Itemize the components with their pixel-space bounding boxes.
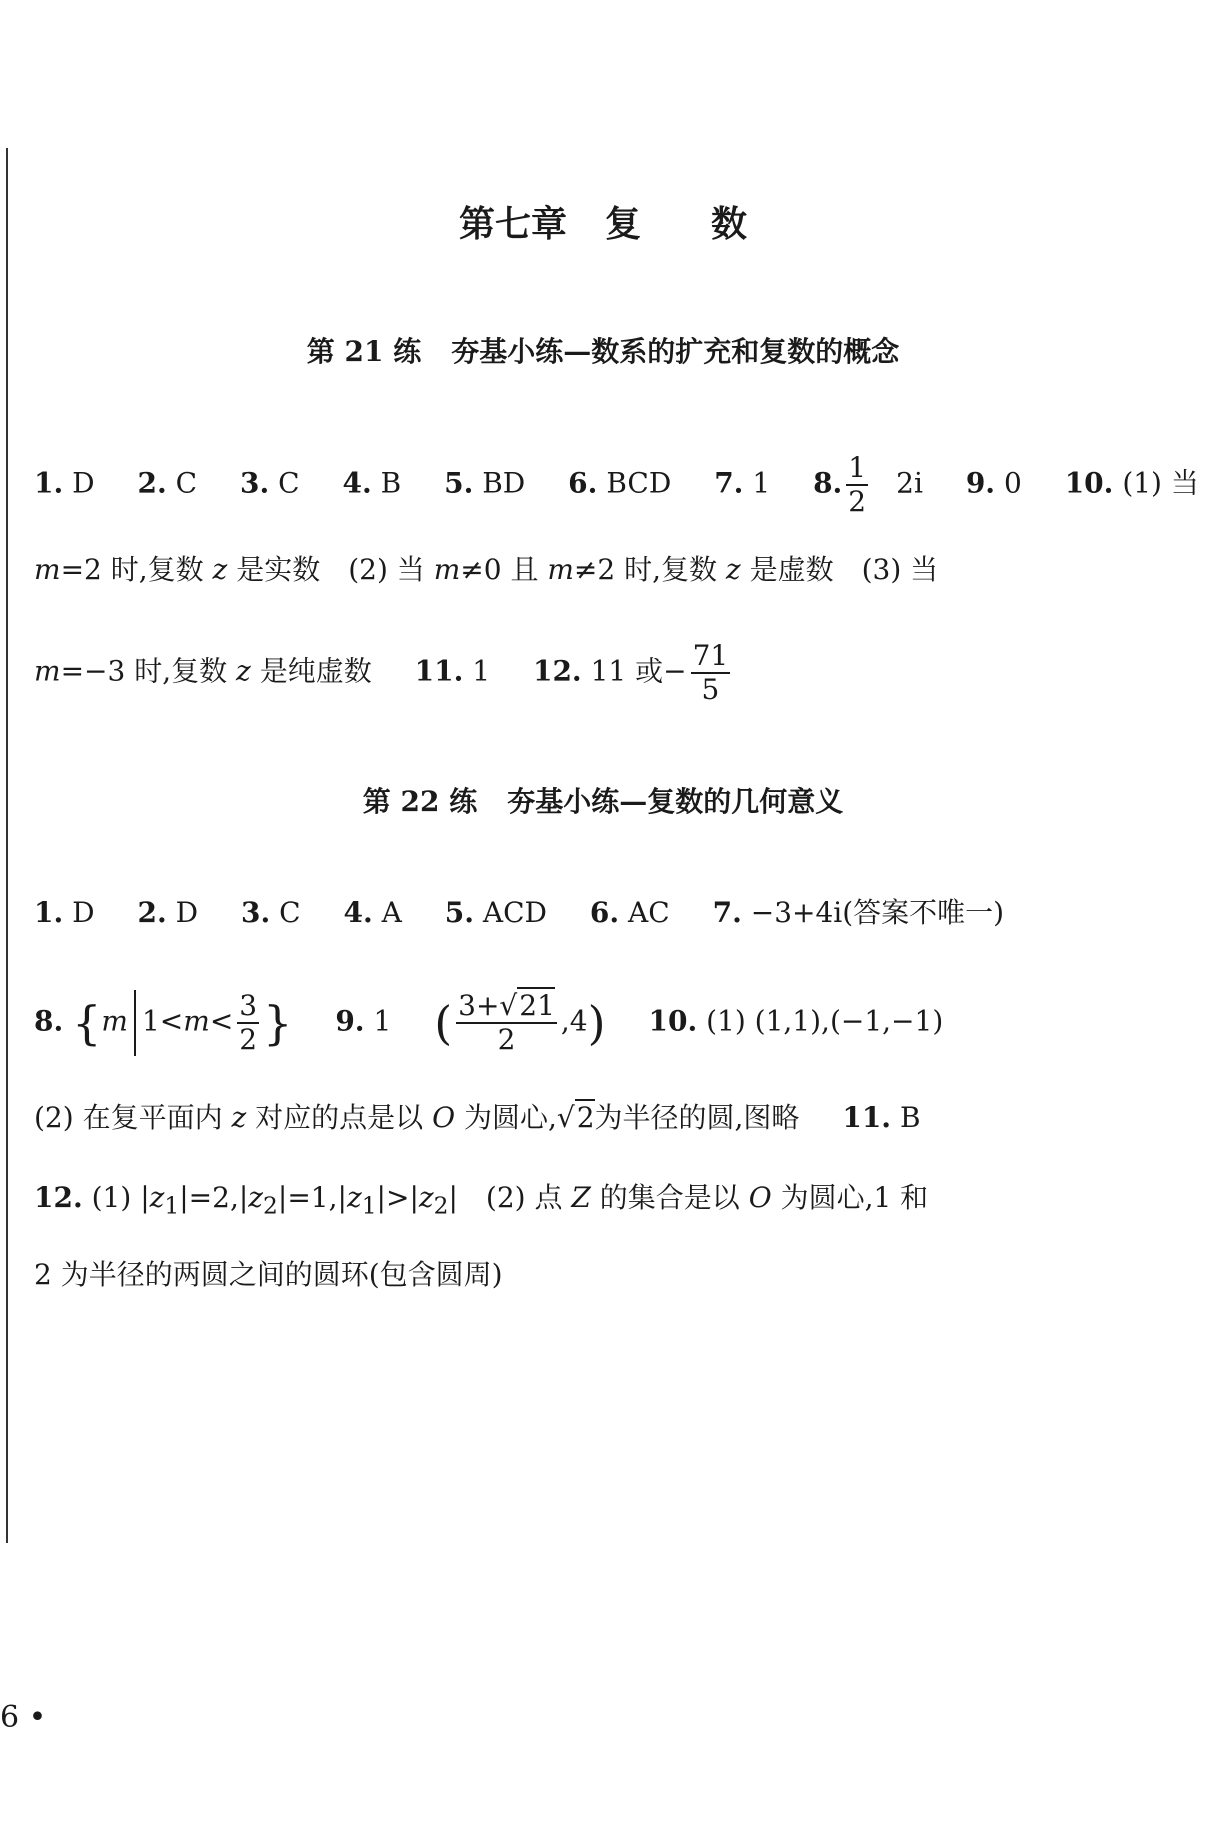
text-s22_l4-t2: |=2,|	[179, 1181, 249, 1214]
text-s21_l2-t3: ≠0 且	[460, 553, 539, 586]
text-s22_l2-fn: 3	[239, 989, 258, 1022]
text-s21_l1-a8b: 2i	[896, 466, 923, 500]
text-s22_l1-a6: AC	[628, 896, 670, 929]
text-s22_l2-lb: {	[72, 996, 102, 1050]
text-s21_l3-fd: 5	[701, 673, 720, 706]
text-s22_l2-n10: 10.	[648, 1004, 698, 1038]
text-s21_l3-t2: 是纯虚数	[259, 654, 372, 688]
text-s22_l3-a11: B	[899, 1101, 921, 1134]
text-s21_l1-a9: 0	[1003, 466, 1022, 500]
text-s22_l3-t3: 为圆心,	[463, 1101, 557, 1134]
text-s22_l2-lt: <	[209, 1004, 234, 1038]
text-s21_l1-n6: 6.	[568, 466, 598, 500]
text-s22_l2-a10: (1) (1,1),(−1,−1)	[706, 1004, 944, 1038]
text-s22_l4-Z: Z	[571, 1181, 591, 1214]
text-s21_l3-fn: 71	[692, 639, 729, 672]
chapter-title	[0, 196, 1206, 247]
text-s22_l1-a2: D	[175, 896, 199, 929]
text-s21-num: 第 21 练	[306, 335, 422, 368]
text-s22_l1-a1: D	[72, 896, 95, 929]
text-s22_l3-O: O	[432, 1101, 456, 1134]
text-s22_l4-t6: 的集合是以	[599, 1181, 740, 1214]
text-s21_l2-t4: ≠2 时,复数	[573, 553, 717, 586]
text-s21_l3-a12: 11 或−	[590, 654, 687, 688]
text-s21_l1-n7: 7.	[714, 466, 744, 500]
text-s22_l2-f2n_a: 3+	[458, 989, 500, 1022]
text-chapter-w2: 数	[711, 203, 748, 245]
text-s22_l4-n12: 12.	[34, 1181, 83, 1214]
text-s21_l2-z2: z	[725, 553, 741, 586]
text-s22_l2-m1: m	[101, 1004, 128, 1038]
text-s22_l5-t: 2 为半径的两圆之间的圆环(包含圆周)	[34, 1258, 503, 1291]
text-s22_l1-a4: A	[381, 896, 402, 929]
text-s22_l4-s3: 1	[361, 1191, 377, 1220]
text-s22_l4-t7: 为圆心,1 和	[780, 1181, 929, 1214]
section-22-heading	[0, 780, 1206, 820]
text-s21_l3-z: z	[236, 654, 251, 688]
text-s22_l1-n2: 2.	[137, 896, 167, 929]
text-s22_l3-t4: 为半径的圆,图略	[594, 1101, 800, 1134]
s22-answers-line-5	[34, 1255, 503, 1295]
text-s22_l1-n1: 1.	[34, 896, 64, 929]
text-s21_l2-z1: z	[212, 553, 228, 586]
text-s22_l2-f2n_r: 21	[519, 989, 555, 1022]
text-s21_l2-m3: m	[547, 553, 574, 586]
text-s21_l1-n2: 2.	[137, 466, 167, 500]
text-s21-title: 夯基小练—数系的扩充和复数的概念	[451, 335, 900, 368]
text-s21_l3-n12: 12.	[532, 654, 582, 688]
s22-answers-line-1	[34, 893, 1004, 933]
text-s21_l1-a2: C	[175, 466, 198, 500]
text-s21_l2-m: m	[34, 553, 61, 586]
text-s22_l2-m2: m	[183, 1004, 210, 1038]
text-s22_l3-n11: 11.	[842, 1101, 892, 1134]
text-s22_l2-n8: 8.	[34, 1004, 64, 1038]
text-s21_l1-n3: 3.	[239, 466, 270, 500]
text-s22_l4-z1: z	[149, 1181, 165, 1214]
section-21-heading	[0, 330, 1206, 370]
text-s22_l4-t5: | (2) 点	[448, 1181, 563, 1214]
s22-answers-line-3: (2) 在复平面内 z 对应的点是以 O 为圆心,√2为半径的圆,图略 11. B	[34, 1101, 921, 1134]
text-s22_l1-n4: 4.	[343, 896, 373, 929]
text-s22_l1-n3: 3.	[241, 896, 271, 929]
text-s22_l1-a5: ACD	[482, 896, 547, 929]
text-s21_l3-t1: =−3 时,复数	[60, 654, 228, 688]
text-s22-num: 第 22 练	[362, 785, 478, 818]
text-s22_l4-t4: |>|	[376, 1181, 419, 1214]
text-s22_l4-s2: 2	[263, 1191, 278, 1220]
text-s21_l1-a6: BCD	[606, 466, 672, 500]
text-s22_l2-tail: ,4	[560, 1004, 588, 1038]
s21-answers-line-3	[34, 640, 734, 706]
text-s22-title: 夯基小练—复数的几何意义	[507, 785, 844, 818]
set-divider	[134, 990, 136, 1056]
text-s22_l2-cond: 1<	[141, 1004, 184, 1038]
s21-answers-line-1	[34, 452, 1199, 518]
text-s22_l2-n9: 9.	[335, 1004, 365, 1038]
text-s21_l1-a4: B	[380, 466, 402, 500]
text-s21_l2-t5: 是虚数 (3) 当	[749, 553, 939, 586]
text-s21_l1-n9: 9.	[965, 466, 996, 500]
text-s21_l2-t2: 是实数 (2) 当	[236, 553, 425, 586]
text-s21_l1-a1: D	[72, 466, 95, 500]
text-s22_l2-rp: )	[587, 996, 606, 1050]
text-chapter-pre: 第七章	[458, 203, 567, 245]
page-number: 6 •	[0, 1700, 47, 1735]
text-s22_l1-a3: C	[279, 896, 301, 929]
text-s21_l1-n5: 5.	[444, 466, 474, 500]
text-s21_l1-f8d: 2	[848, 485, 867, 518]
fraction-71-5	[691, 640, 731, 706]
text-s22_l4-O: O	[748, 1181, 772, 1214]
text-s21_l1-f8n: 1	[848, 451, 867, 484]
s22-answers-line-2	[34, 990, 943, 1056]
text-s21_l1-a7: 1	[752, 466, 771, 500]
text-s21_l1-t10: (1) 当	[1122, 466, 1199, 500]
text-s22_l2-f2d: 2	[497, 1023, 516, 1056]
text-s21_l2-t1: =2 时,复数	[60, 553, 204, 586]
text-s21_l1-n1: 1.	[34, 466, 64, 500]
fraction-sqrt21: $\frac{3+√21}{2}$	[458, 989, 555, 1056]
text-s21_l1-n10: 10.	[1064, 466, 1114, 500]
text-s22_l2-fd: 2	[239, 1023, 258, 1056]
text-s21_l1-a3: C	[278, 466, 300, 500]
text-s22_l3-t2: 对应的点是以	[255, 1101, 424, 1134]
text-s22_l1-a7: −3+4i(答案不唯一)	[750, 896, 1005, 929]
text-s22_l3-z: z	[231, 1101, 247, 1134]
text-s22_l4-t3: |=1,|	[277, 1181, 347, 1214]
text-s21_l3-m: m	[34, 654, 61, 688]
text-s22_l4-s4: 2	[433, 1191, 449, 1220]
text-s22_l4-z4: z	[418, 1181, 434, 1214]
text-s21_l2-m2: m	[433, 553, 461, 586]
s21-answers-line-2	[34, 550, 938, 590]
text-s22_l1-n6: 6.	[589, 896, 620, 929]
fraction-half	[846, 452, 868, 518]
text-s21_l1-n8: 8.	[813, 466, 843, 500]
s22-answers-line-4	[34, 1178, 928, 1226]
text-s21_l3-n11: 11.	[414, 654, 464, 688]
fraction-3-2	[237, 990, 259, 1056]
text-s21_l3-a11: 1	[472, 654, 491, 688]
text-s22_l1-n7: 7.	[712, 896, 742, 929]
text-s22_l1-n5: 5.	[444, 896, 474, 929]
text-s21_l1-n4: 4.	[342, 466, 372, 500]
text-s22_l2-rb: }	[263, 996, 293, 1050]
text-s22_l4-z2: z	[248, 1181, 264, 1214]
text-s22_l3-r: 2	[576, 1101, 595, 1134]
text-s21_l1-a5: BD	[482, 466, 526, 500]
text-chapter-w1: 复	[604, 203, 641, 245]
text-s22_l2-lp: (	[434, 996, 453, 1050]
text-s22_l4-t1: (1) |	[91, 1181, 150, 1214]
text-s22_l4-s1: 1	[164, 1191, 180, 1220]
text-s22_l2-a9: 1	[373, 1004, 392, 1038]
text-s22_l4-z3: z	[346, 1181, 362, 1214]
text-s22_l3-t1: (2) 在复平面内	[34, 1101, 223, 1134]
